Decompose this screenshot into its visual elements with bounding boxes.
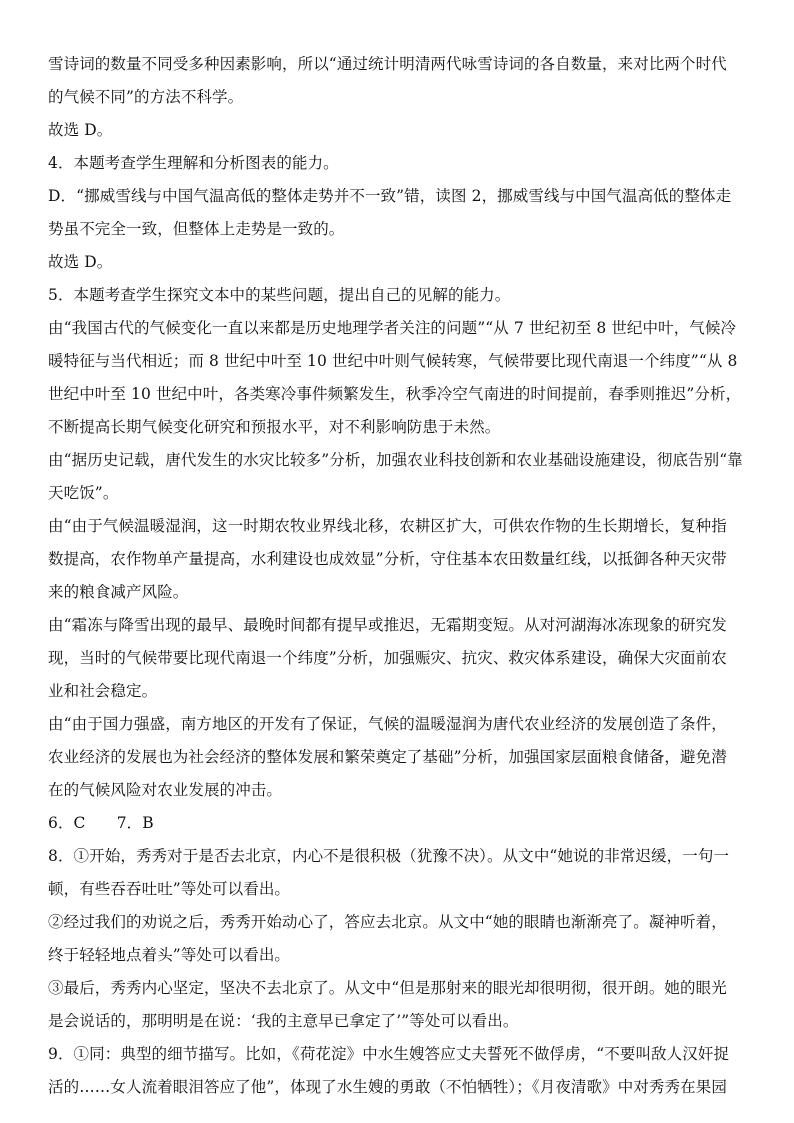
text-line: ③最后，秀秀内心坚定，坚决不去北京了。从文中“但是那射来的眼光却很明彻，很开朗。她的眼光 xyxy=(48,979,727,997)
text-line: 势虽不完全一致，但整体上走势是一致的。 xyxy=(48,220,345,238)
text-line: 由“由于气候温暖湿润，这一时期农牧业界线北移，农耕区扩大，可供农作物的生长期增长，复种指 xyxy=(48,517,727,535)
text-line: 由“由于国力强盛，南方地区的开发有了保证，气候的温暖湿润为唐代农业经济的发展创造了条件， xyxy=(48,715,727,733)
text-line: 数提高，农作物单产量提高，水利建设也成效显”分析，守住基本农田数量红线，以抵御各种天灾带 xyxy=(48,550,727,568)
text-line: D．“挪威雪线与中国气温高低的整体走势并不一致”错，读图 2，挪威雪线与中国气温高低的整体走 xyxy=(48,187,732,205)
document-body xyxy=(48,48,768,1104)
text-line: 在的气候风险对农业发展的冲击。 xyxy=(48,781,283,799)
text-line: 由“霜冻与降雪出现的最早、最晚时间都有提早或推迟，无霜期变短。从对河湖海冰冻现象的研究发 xyxy=(48,616,727,634)
text-line: 5．本题考查学生探究文本中的某些问题，提出自己的见解的能力。 xyxy=(48,286,511,304)
text-line: ②经过我们的劝说之后，秀秀开始动心了，答应去北京。从文中“她的眼睛也渐渐亮了。凝神听着， xyxy=(48,913,727,931)
text-line: 4．本题考查学生理解和分析图表的能力。 xyxy=(48,154,339,172)
text-line: 活的……女人流着眼泪答应了他”，体现了水生嫂的勇敢（不怕牺牲）；《月夜清歌》中对秀秀在果园 xyxy=(48,1078,727,1096)
text-line: 雪诗词的数量不同受多种因素影响，所以“通过统计明清两代咏雪诗词的各自数量，来对比两个时代 xyxy=(48,55,727,73)
text-line: 现，当时的气候带要比现代南退一个纬度”分析，加强赈灾、抗灾、救灾体系建设，确保大灾面前农 xyxy=(48,649,727,667)
text-line: 天吃饭”。 xyxy=(48,484,119,502)
text-line: 业和社会稳定。 xyxy=(48,682,158,700)
text-line: 故选 D。 xyxy=(48,253,113,271)
text-line: 由“据历史记载，唐代发生的水灾比较多”分析，加强农业科技创新和农业基础设施建设，彻底告别“靠 xyxy=(48,451,743,469)
text-line: 不断提高长期气候变化研究和预报水平，对不利影响防患于未然。 xyxy=(48,418,501,436)
text-line: 6．C 7．B xyxy=(48,814,154,832)
text-line: 顿，有些吞吞吐吐”等处可以看出。 xyxy=(48,880,291,898)
text-line: 是会说话的，那明明是在说：‘我的主意早已拿定了’”等处可以看出。 xyxy=(48,1012,519,1030)
text-line: 故选 D。 xyxy=(48,121,113,139)
text-line: 暖特征与当代相近；而 8 世纪中叶至 10 世纪中叶则气候转寒，气候带要比现代南退一个纬度”“从 8 xyxy=(48,352,738,370)
text-line: 的气候不同”的方法不科学。 xyxy=(48,88,244,106)
text-line: 由“我国古代的气候变化一直以来都是历史地理学者关注的问题”“从 7 世纪初至 8 世纪中叶，气候冷 xyxy=(48,319,737,337)
text-line: 来的粮食减产风险。 xyxy=(48,583,189,601)
text-line: 农业经济的发展也为社会经济的整体发展和繁荣奠定了基础”分析，加强国家层面粮食储备，避免潜 xyxy=(48,748,727,766)
text-line: 终于轻轻地点着头”等处可以看出。 xyxy=(48,946,291,964)
text-line: 世纪中叶至 10 世纪中叶，各类寒冷事件频繁发生，秋季冷空气南进的时间提前，春季则推迟”分析， xyxy=(48,385,742,403)
text-line: 8．①开始，秀秀对于是否去北京，内心不是很积极（犹豫不决）。从文中“她说的非常迟缓，一句一 xyxy=(48,847,730,865)
text-line: 9．①同：典型的细节描写。比如，《荷花淀》中水生嫂答应丈夫誓死不做俘虏，“不要叫敌人汉奸捉 xyxy=(48,1045,730,1063)
